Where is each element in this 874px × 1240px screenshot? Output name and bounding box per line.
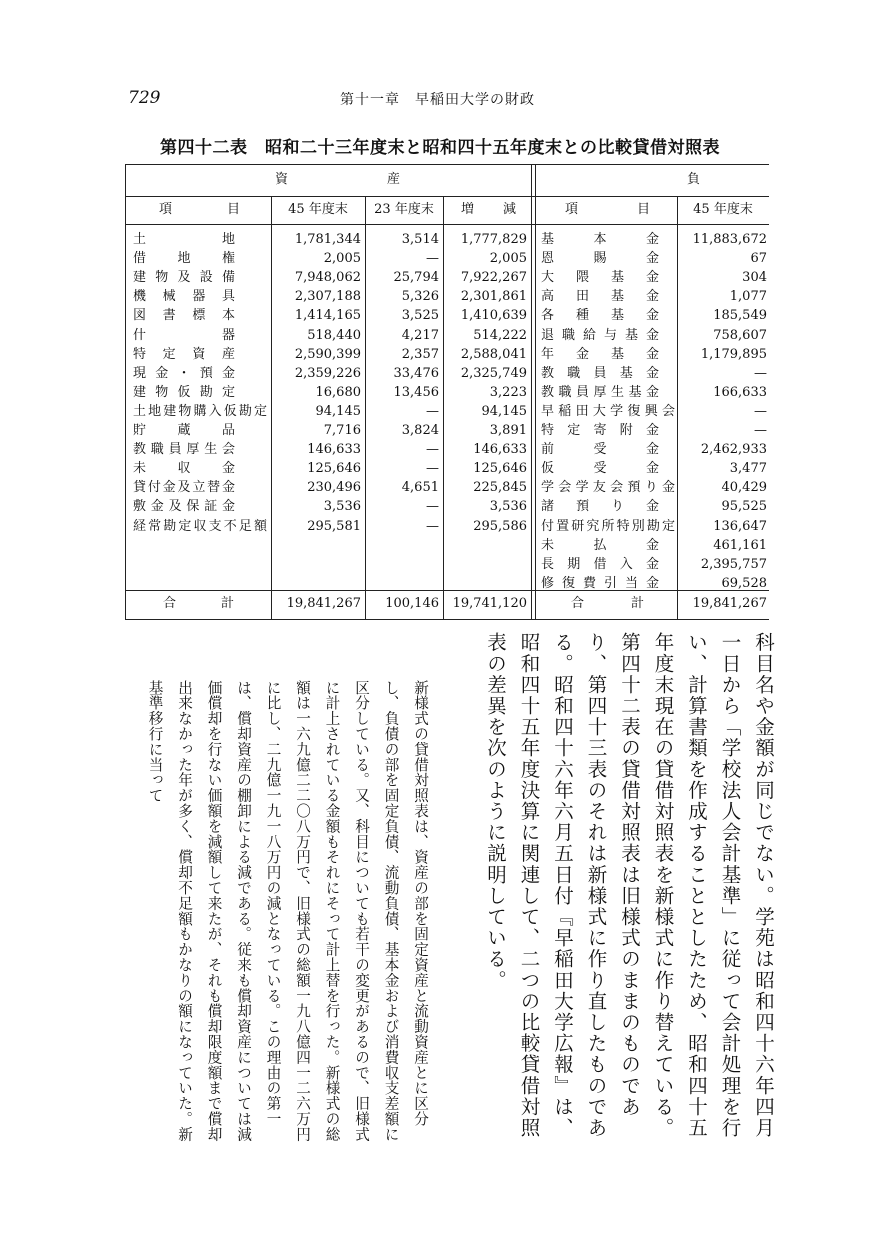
liability-item: 早稲田大学復興会 [541, 403, 675, 419]
liability-item: 年金基金 [541, 346, 659, 362]
asset-value-23: — [426, 461, 439, 477]
liability-value-45: 11,883,672 [692, 232, 767, 247]
asset-value-45: 3,536 [323, 499, 361, 515]
total-label-l1: 合 [571, 596, 585, 611]
asset-item: 借地権 [133, 251, 235, 267]
total-label-a2: 計 [221, 596, 235, 611]
page-number: 729 [128, 88, 161, 108]
quote-paragraph: 新様式の貸借対照表は、資産の部を固定資産と流動資産とに区分し、負債の部を固定負債、流動負債、基本金および消費収支差額に区分している。又、科目についても若干の変更があるので、旧様式に計上されている金額もそれにそって計上替を行った。新様式の総額は一六九億二二〇八万円で、旧様式の総額一九八億四一二六万円に比し、二九億一九一八万円の減となっている。この理由の第一は、償却資産の棚卸による減である。従来も償却資産については減価償却を行ない価額を減額して来たが、それも償却限度額まで償却出来なかった年が多く、償却不足額もかなりの額になっていた。新基準移行に当って [146, 680, 429, 1142]
liability-item: 未払金 [541, 537, 659, 553]
asset-value-45: 2,005 [323, 251, 361, 267]
liability-value-45: 69,528 [721, 575, 767, 591]
liability-value-45: 136,647 [713, 518, 767, 534]
asset-value-45: 2,307,188 [294, 289, 361, 305]
col-45-assets: 45 年度末 [288, 202, 348, 217]
asset-value-45: 230,496 [307, 480, 361, 496]
asset-value-23: — [426, 403, 439, 419]
balance-sheet-table [125, 164, 769, 620]
asset-value-diff: 3,536 [489, 499, 527, 515]
asset-value-diff: 2,301,861 [460, 289, 527, 305]
liability-value-45: — [754, 423, 767, 438]
liability-value-45: 304 [742, 270, 767, 286]
liability-item: 高田基金 [541, 289, 659, 305]
asset-value-23: 3,824 [401, 423, 439, 438]
asset-value-23: 13,456 [393, 384, 439, 400]
col-23-assets: 23 年度末 [374, 202, 434, 217]
liability-item: 大隈基金 [541, 270, 659, 286]
asset-item: 機械器具 [133, 289, 235, 305]
liability-value-45: — [754, 365, 767, 381]
asset-value-diff: 94,145 [481, 403, 527, 419]
liability-value-45: — [754, 403, 767, 419]
liability-value-45: 758,607 [713, 327, 767, 343]
asset-value-23: 33,476 [393, 365, 439, 381]
liability-item: 特定寄附金 [541, 423, 659, 438]
liability-item: 付置研究所特別勘定 [541, 518, 675, 534]
asset-item: 未収金 [133, 461, 235, 477]
asset-value-diff: 2,588,041 [460, 346, 527, 362]
asset-value-diff: 2,005 [489, 251, 527, 267]
asset-item: 教職員厚生会 [133, 442, 235, 458]
body-text [440, 632, 780, 1142]
liability-item: 前受金 [541, 442, 659, 458]
asset-item: 経常勘定収支不足額 [133, 518, 267, 534]
asset-item: 特定資産 [133, 346, 235, 362]
asset-value-23: 4,651 [401, 480, 439, 496]
total-label-a1: 合 [163, 596, 177, 611]
asset-value-45: 7,948,062 [294, 270, 361, 286]
liability-item: 諸預り金 [541, 499, 659, 515]
asset-value-45: 146,633 [307, 442, 361, 458]
asset-value-23: — [426, 442, 439, 458]
quoted-text [85, 680, 435, 1150]
asset-value-45: 94,145 [315, 403, 361, 419]
asset-value-diff: 3,891 [489, 423, 527, 438]
asset-value-45: 125,646 [307, 461, 361, 477]
asset-item: 敷金及保証金 [133, 499, 235, 515]
asset-value-23: 2,357 [401, 346, 439, 362]
asset-value-45: 2,359,226 [294, 365, 361, 381]
asset-value-diff: 3,223 [489, 384, 527, 400]
asset-value-45: 1,414,165 [294, 308, 361, 324]
asset-value-diff: 225,845 [473, 480, 527, 496]
asset-value-45: 2,590,399 [294, 346, 361, 362]
liability-value-45: 3,477 [729, 461, 767, 477]
liability-item: 長期借入金 [541, 556, 659, 572]
liability-item: 教職員基金 [541, 365, 659, 381]
col-item-l1: 項 [565, 202, 579, 217]
liability-value-45: 2,395,757 [700, 556, 767, 572]
asset-value-23: 3,525 [401, 308, 439, 324]
liability-item: 仮受金 [541, 461, 659, 477]
asset-value-diff: 1,777,829 [460, 232, 527, 247]
asset-value-23: 25,794 [393, 270, 439, 286]
asset-value-diff: 2,325,749 [460, 365, 527, 381]
liability-item: 修復費引当金 [541, 575, 659, 591]
col-45-liabilities: 45 年度末 [693, 202, 753, 217]
asset-value-diff: 125,646 [473, 461, 527, 477]
body-paragraph: 科目名や金額が同じでない。学苑は昭和四十六年四月一日から「学校法人会計基準」に従って会計処理を行い、計算書類を作成することとしたため、昭和四十五年度末現在の貸借対照表を新様式に作り替えている。第四十二表の貸借対照表は旧様式のままのものであり、第四十三表のそれは新様式に作り直したものである。昭和四十六年六月五日付『早稲田大学広報』は、昭和四十五年度決算に関連して、二つの比較貸借対照表の差異を次のように説明している。 [484, 632, 775, 1139]
col-item-a2: 目 [227, 202, 241, 217]
asset-value-45: 16,680 [315, 384, 361, 400]
asset-value-diff: 7,922,267 [460, 270, 527, 286]
asset-value-23: — [426, 499, 439, 515]
asset-item: 土地 [133, 232, 235, 247]
liability-item: 各種基金 [541, 308, 659, 324]
asset-item: 什器 [133, 327, 235, 343]
liability-value-45: 1,077 [729, 289, 767, 305]
total-assets-diff: 19,741,120 [452, 596, 527, 611]
asset-item: 建物仮勘定 [133, 384, 235, 400]
liability-item: 退職給与基金 [541, 327, 659, 343]
total-liabilities-45: 19,841,267 [692, 596, 767, 611]
liability-value-45: 95,525 [721, 499, 767, 515]
asset-item: 建物及設備 [133, 270, 235, 286]
liability-item: 基本金 [541, 232, 659, 247]
total-assets-23: 100,146 [385, 596, 439, 611]
liability-value-45: 461,161 [713, 537, 767, 553]
asset-value-45: 295,581 [307, 518, 361, 534]
asset-item: 貸付金及立替金 [133, 480, 235, 496]
assets-header-1: 資 [275, 172, 289, 187]
asset-item: 図書標本 [133, 308, 235, 324]
liability-value-45: 166,633 [713, 384, 767, 400]
asset-value-diff: 146,633 [473, 442, 527, 458]
table-title: 第四十二表 昭和二十三年度末と昭和四十五年度末との比較貸借対照表 [160, 138, 720, 158]
liability-value-45: 40,429 [721, 480, 767, 496]
asset-value-diff: 514,222 [473, 327, 527, 343]
asset-item: 貯蔵品 [133, 423, 235, 438]
asset-value-45: 1,781,344 [294, 232, 361, 247]
col-diff-1: 増 [461, 202, 475, 217]
assets-header-2: 産 [387, 172, 401, 187]
asset-value-23: — [426, 518, 439, 534]
asset-value-diff: 295,586 [473, 518, 527, 534]
liability-item: 学会学友会預り金 [541, 480, 675, 496]
asset-item: 土地建物購入仮勘定 [133, 403, 267, 419]
col-item-a1: 項 [159, 202, 173, 217]
asset-value-23: — [426, 251, 439, 267]
col-diff-2: 減 [503, 202, 517, 217]
liability-item: 恩賜金 [541, 251, 659, 267]
liability-value-45: 1,179,895 [700, 346, 767, 362]
liability-value-45: 185,549 [713, 308, 767, 324]
asset-item: 現金・預金 [133, 365, 235, 381]
total-label-l2: 計 [631, 596, 645, 611]
col-item-l2: 目 [637, 202, 651, 217]
total-assets-45: 19,841,267 [286, 596, 361, 611]
liabilities-header: 負 [687, 172, 701, 187]
liability-value-45: 2,462,933 [700, 442, 767, 458]
asset-value-23: 5,326 [401, 289, 439, 305]
asset-value-23: 3,514 [401, 232, 439, 247]
asset-value-45: 7,716 [323, 423, 361, 438]
liability-item: 教職員厚生基金 [541, 384, 659, 400]
liability-value-45: 67 [750, 251, 767, 267]
running-head: 第十一章 早稲田大学の財政 [340, 92, 535, 108]
asset-value-45: 518,440 [307, 327, 361, 343]
asset-value-diff: 1,410,639 [460, 308, 527, 324]
asset-value-23: 4,217 [401, 327, 439, 343]
